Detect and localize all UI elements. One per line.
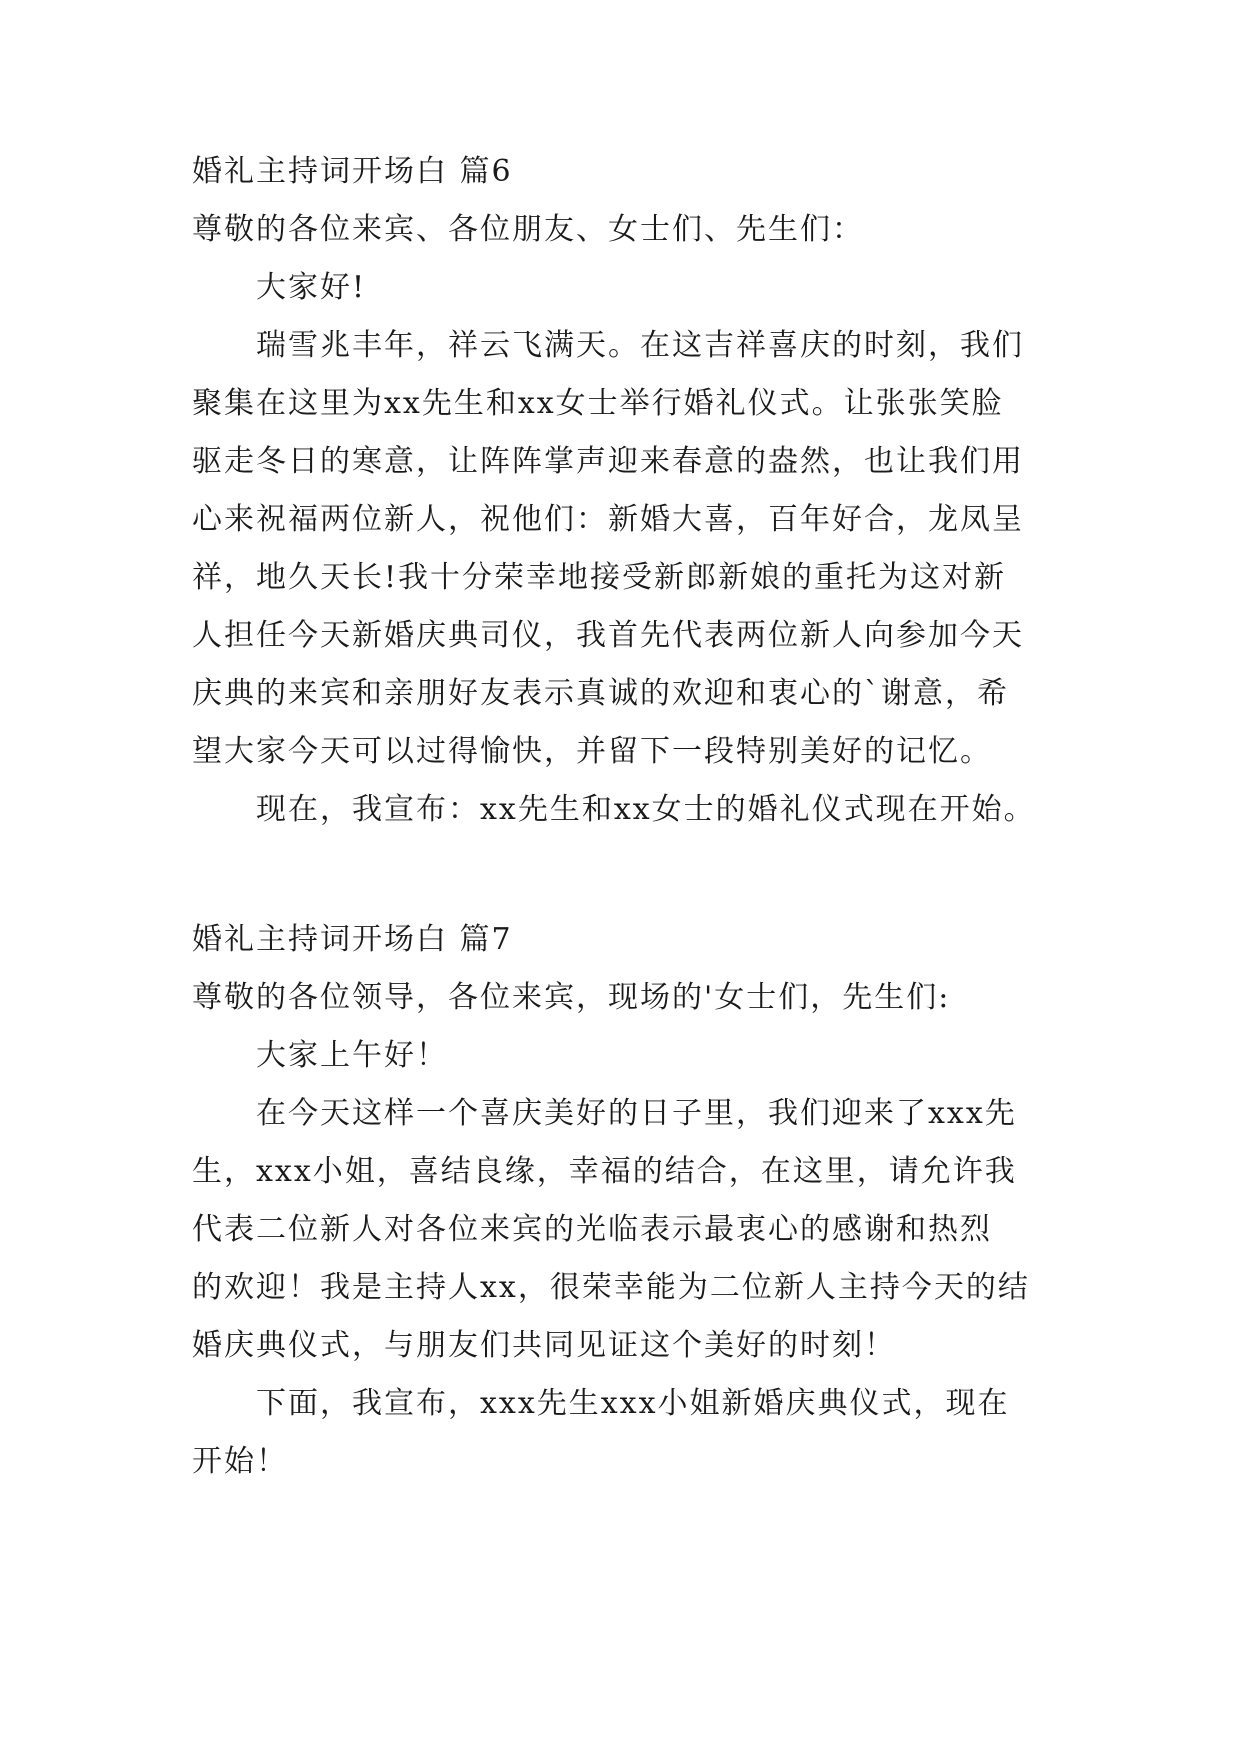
closing-line: 开始！: [192, 1444, 288, 1479]
body-line: 在今天这样一个喜庆美好的日子里，我们迎来了xxx先: [256, 1096, 1017, 1131]
greeting: 大家上午好！: [256, 1038, 448, 1073]
body-line: 婚庆典仪式，与朋友们共同见证这个美好的时刻！: [192, 1328, 896, 1363]
body-line: 庆典的来宾和亲朋好友表示真诚的欢迎和衷心的`谢意，希: [192, 676, 1009, 711]
body-line: 祥，地久天长!我十分荣幸地接受新郎新娘的重托为这对新: [192, 560, 1007, 595]
closing-line: 下面，我宣布，xxx先生xxx小姐新婚庆典仪式，现在: [256, 1386, 1010, 1421]
body-line: 的欢迎！我是主持人xx，很荣幸能为二位新人主持今天的结: [192, 1270, 1030, 1305]
salutation: 尊敬的各位来宾、各位朋友、女士们、先生们：: [192, 212, 864, 247]
body-line: 心来祝福两位新人，祝他们：新婚大喜，百年好合，龙凤呈: [192, 502, 1024, 537]
section-heading: 婚礼主持词开场白 篇6: [192, 154, 513, 189]
closing-line: 现在，我宣布：xx先生和xx女士的婚礼仪式现在开始。: [256, 792, 1036, 827]
body-line: 驱走冬日的寒意，让阵阵掌声迎来春意的盎然，也让我们用: [192, 444, 1024, 479]
salutation: 尊敬的各位领导，各位来宾，现场的'女士们，先生们:: [192, 980, 951, 1015]
body-line: 望大家今天可以过得愉快，并留下一段特别美好的记忆。: [192, 734, 992, 769]
body-line: 聚集在这里为xx先生和xx女士举行婚礼仪式。让张张笑脸: [192, 386, 1004, 421]
body-line: 瑞雪兆丰年，祥云飞满天。在这吉祥喜庆的时刻，我们: [256, 328, 1024, 363]
section-heading: 婚礼主持词开场白 篇7: [192, 922, 513, 957]
body-line: 代表二位新人对各位来宾的光临表示最衷心的感谢和热烈: [192, 1212, 992, 1247]
body-line: 生，xxx小姐，喜结良缘，幸福的结合，在这里，请允许我: [192, 1154, 1017, 1189]
body-line: 人担任今天新婚庆典司仪，我首先代表两位新人向参加今天: [192, 618, 1024, 653]
greeting: 大家好!: [256, 270, 367, 305]
